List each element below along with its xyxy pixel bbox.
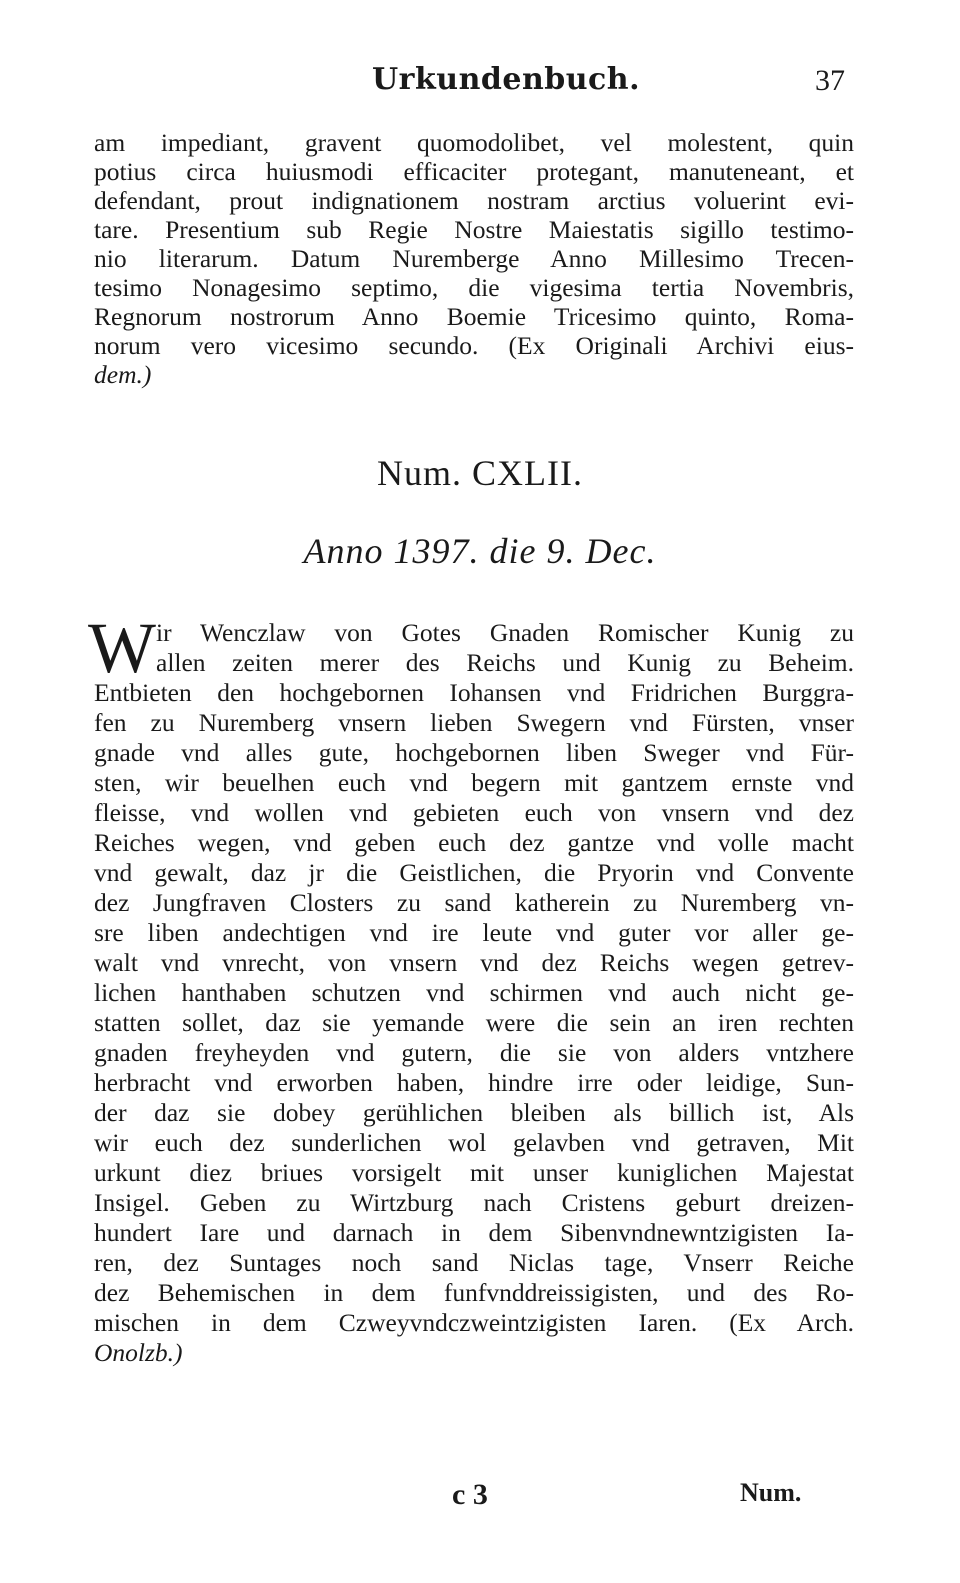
document-number-heading: Num. CXLII. [377,453,583,493]
text-line: tesimo Nonagesimo septimo, die vigesima tertia Novembris, [94,273,854,302]
text-line: tare. Presentium sub Regie Nostre Maiestatis sigillo testimo- [94,215,854,244]
signature-mark: c 3 [452,1478,488,1511]
text-line: sten, wir beuelhen euch vnd begern mit gantzem ernste vnd [94,768,854,797]
text-line: ren, dez Suntages noch sand Niclas tage, Vnserr Reiche [94,1248,854,1277]
text-line: hundert Iare und darnach in dem Sibenvndnewntzigisten Ia- [94,1218,854,1247]
text-line: dez Jungfraven Closters zu sand katherein zu Nuremberg vn- [94,888,854,917]
text-line: der daz sie dobey gerühlichen bleiben als billich ist, Als [94,1098,854,1127]
text-line: potius circa huiusmodi efficaciter protegant, manuteneant, et [94,157,854,186]
page-number: 37 [815,64,845,97]
text-line: walt vnd vnrecht, von vnsern vnd dez Reichs wegen getrev- [94,948,854,977]
text-line: vnd gewalt, daz jr die Geistlichen, die Pryorin vnd Convente [94,858,854,887]
text-line: herbracht vnd erworben haben, hindre irre oder leidige, Sun- [94,1068,854,1097]
text-line: defendant, prout indignationem nostram arctius voluerint evi- [94,186,854,215]
page-footer [0,1478,960,1518]
text-line: dem.) [94,360,152,389]
text-line: fen zu Nuremberg vnsern lieben Swegern vnd Fürsten, vnser [94,708,854,737]
text-line: fleisse, vnd wollen vnd gebieten euch von vnsern vnd dez [94,798,854,827]
running-title: Urkundenbuch. [372,62,641,97]
text-line: mischen in dem Czweyvndczweintzigisten Iaren. (Ex Arch. [94,1308,854,1337]
text-line: Reiches wegen, vnd geben euch dez gantze vnd volle macht [94,828,854,857]
text-line: am impediant, gravent quomodolibet, vel molestent, quin [94,128,854,157]
text-line: Entbieten den hochgebornen Iohansen vnd Fridrichen Burggra- [94,678,854,707]
text-line: statten sollet, daz sie yemande were die sein an iren rechten [94,1008,854,1037]
drop-cap-initial: W [88,608,156,688]
text-line: gnade vnd alles gute, hochgebornen liben Sweger vnd Für- [94,738,854,767]
text-line: norum vero vicesimo secundo. (Ex Originali Archivi eius- [94,331,854,360]
text-line: sre liben andechtigen vnd ire leute vnd guter vor aller ge- [94,918,854,947]
text-line: nio literarum. Datum Nuremberge Anno Millesimo Trecen- [94,244,854,273]
text-line: wir euch dez sunderlichen wol gelavben vnd getraven, Mit [94,1128,854,1157]
running-head [0,62,960,102]
text-line: allen zeiten merer des Reichs und Kunig zu Beheim. [156,648,854,677]
text-line: Insigel. Geben zu Wirtzburg nach Cristens geburt dreizen- [94,1188,854,1217]
text-line: Regnorum nostrorum Anno Boemie Tricesimo quinto, Roma- [94,302,854,331]
text-line: dez Behemischen in dem funfvnddreissigisten, und des Ro- [94,1278,854,1307]
text-line: ir Wenczlaw von Gotes Gnaden Romischer Kunig zu [156,618,854,647]
text-line: lichen hanthaben schutzen vnd schirmen vnd auch nicht ge- [94,978,854,1007]
catchword: Num. [740,1478,802,1507]
text-line: Onolzb.) [94,1338,183,1367]
text-line: urkunt diez briues vorsigelt mit unser kuniglichen Majestat [94,1158,854,1187]
text-line: gnaden freyheyden vnd gutern, die sie von alders vntzhere [94,1038,854,1067]
document-date-heading: Anno 1397. die 9. Dec. [303,531,657,571]
